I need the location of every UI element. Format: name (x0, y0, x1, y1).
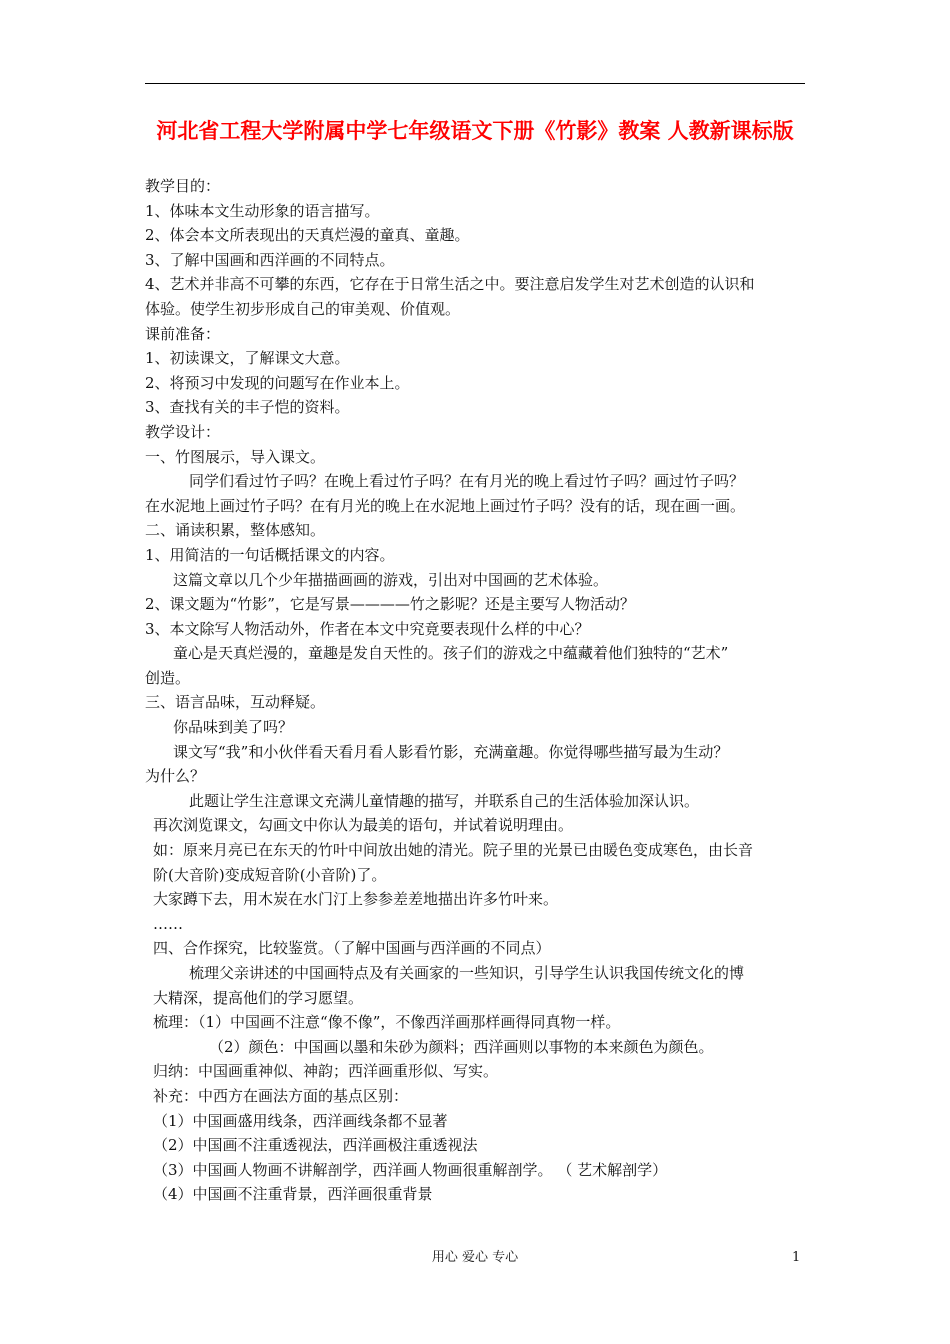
objective-item: 1、体味本文生动形象的语言描写。 (145, 201, 380, 220)
question-item: 2、课文题为“竹影”，它是写景————竹之影呢？还是主要写人物活动？ (145, 595, 635, 614)
objective-item: 3、了解中国画和西洋画的不同特点。 (145, 250, 395, 269)
footer-text: 用心 爱心 专心 (431, 1250, 519, 1265)
preparation-item: 2、将预习中发现的问题写在作业本上。 (145, 373, 410, 392)
preparation-item: 3、查找有关的丰子恺的资料。 (145, 398, 350, 417)
summary-line: （2）颜色：中国画以墨和朱砂为颜料；西洋画则以事物的本来颜色为颜色。 (209, 1037, 714, 1056)
supplement-item: （3）中国画人物画不讲解剖学，西洋画人物画很重解剖学。 （ 艺术解剖学） (153, 1160, 668, 1179)
ellipsis-line: …… (153, 914, 183, 933)
section-heading-objectives: 教学目的： (145, 177, 221, 195)
example-line: 大家蹲下去，用木炭在水门汀上参参差差地描出许多竹叶来。 (153, 890, 559, 909)
page-number: 1 (792, 1250, 801, 1265)
design-step-heading: 一、竹图展示，导入课文。 (145, 447, 326, 466)
supplement-item: （4）中国画不注重背景，西洋画很重背景 (153, 1185, 433, 1204)
objective-item-continued: 体验。使学生初步形成自己的审美观、价值观。 (145, 299, 461, 318)
answer-line-continued: 创造。 (145, 668, 191, 687)
header-rule (145, 83, 805, 84)
objective-item: 2、体会本文所表现出的天真烂漫的童真、童趣。 (145, 226, 470, 245)
document-body (145, 174, 809, 1207)
supplement-heading: 补充：中西方在画法方面的基点区别： (153, 1086, 409, 1105)
section-heading-design: 教学设计： (145, 422, 221, 441)
supplement-item: （1）中国画盛用线条，西洋画线条都不显著 (153, 1111, 448, 1130)
answer-line: 童心是天真烂漫的，童趣是发自天性的。孩子们的游戏之中蕴藏着他们独特的“艺术” (173, 644, 729, 663)
paragraph-line: 同学们看过竹子吗？在晚上看过竹子吗？在有月光的晚上看过竹子吗？画过竹子吗？ (189, 472, 745, 491)
preparation-item: 1、初读课文，了解课文大意。 (145, 349, 350, 368)
design-step-heading: 二、诵读积累，整体感知。 (145, 521, 326, 540)
example-line: 如：原来月亮已在东天的竹叶中间放出她的清光。院子里的光景已由暖色变成寒色，由长音 (153, 841, 754, 860)
conclusion-line: 归纳：中国画重神似、神韵；西洋画重形似、写实。 (153, 1062, 499, 1081)
paragraph-line: 再次浏览课文，勾画文中你认为最美的语句，并试着说明理由。 (153, 816, 574, 835)
answer-line: 这篇文章以几个少年描描画画的游戏，引出对中国画的艺术体验。 (173, 570, 609, 589)
objective-item: 4、艺术并非高不可攀的东西，它存在于日常生活之中。要注意启发学生对艺术创造的认识和 (145, 275, 755, 294)
supplement-item: （2）中国画不注重透视法，西洋画极注重透视法 (153, 1136, 478, 1155)
document-title: 河北省工程大学附属中学七年级语文下册《竹影》教案 人教新课标版 (156, 118, 794, 143)
section-heading-preparation: 课前准备： (145, 324, 221, 343)
paragraph-line: 课文写“我”和小伙伴看天看月看人影看竹影，充满童趣。你觉得哪些描写最为生动？ (173, 742, 729, 761)
paragraph-line: 在水泥地上画过竹子吗？在有月光的晚上在水泥地上画过竹子吗？没有的话，现在画一画。 (145, 496, 746, 515)
paragraph-line: 梳理父亲讲述的中国画特点及有关画家的一些知识，引导学生认识我国传统文化的博 (189, 964, 745, 982)
paragraph-line: 你品味到美了吗？ (173, 718, 294, 737)
summary-line: 梳理：（1）中国画不注意“像不像”，不像西洋画那样画得同真物一样。 (153, 1013, 621, 1032)
design-step-heading: 三、语言品味，互动释疑。 (145, 693, 326, 712)
page-footer (0, 1248, 950, 1272)
question-item: 1、用简洁的一句话概括课文的内容。 (145, 545, 395, 564)
question-item: 3、本文除写人物活动外，作者在本文中究竟要表现什么样的中心？ (145, 619, 590, 638)
example-line-continued: 阶(大音阶)变成短音阶(小音阶)了。 (153, 865, 387, 884)
paragraph-line-continued: 大精深，提高他们的学习愿望。 (153, 988, 364, 1007)
paragraph-line: 此题让学生注意课文充满儿童情趣的描写，并联系自己的生活体验加深认识。 (189, 791, 700, 810)
paragraph-line-continued: 为什么？ (145, 767, 206, 786)
design-step-heading: 四、合作探究，比较鉴赏。（了解中国画与西洋画的不同点） (153, 939, 551, 958)
